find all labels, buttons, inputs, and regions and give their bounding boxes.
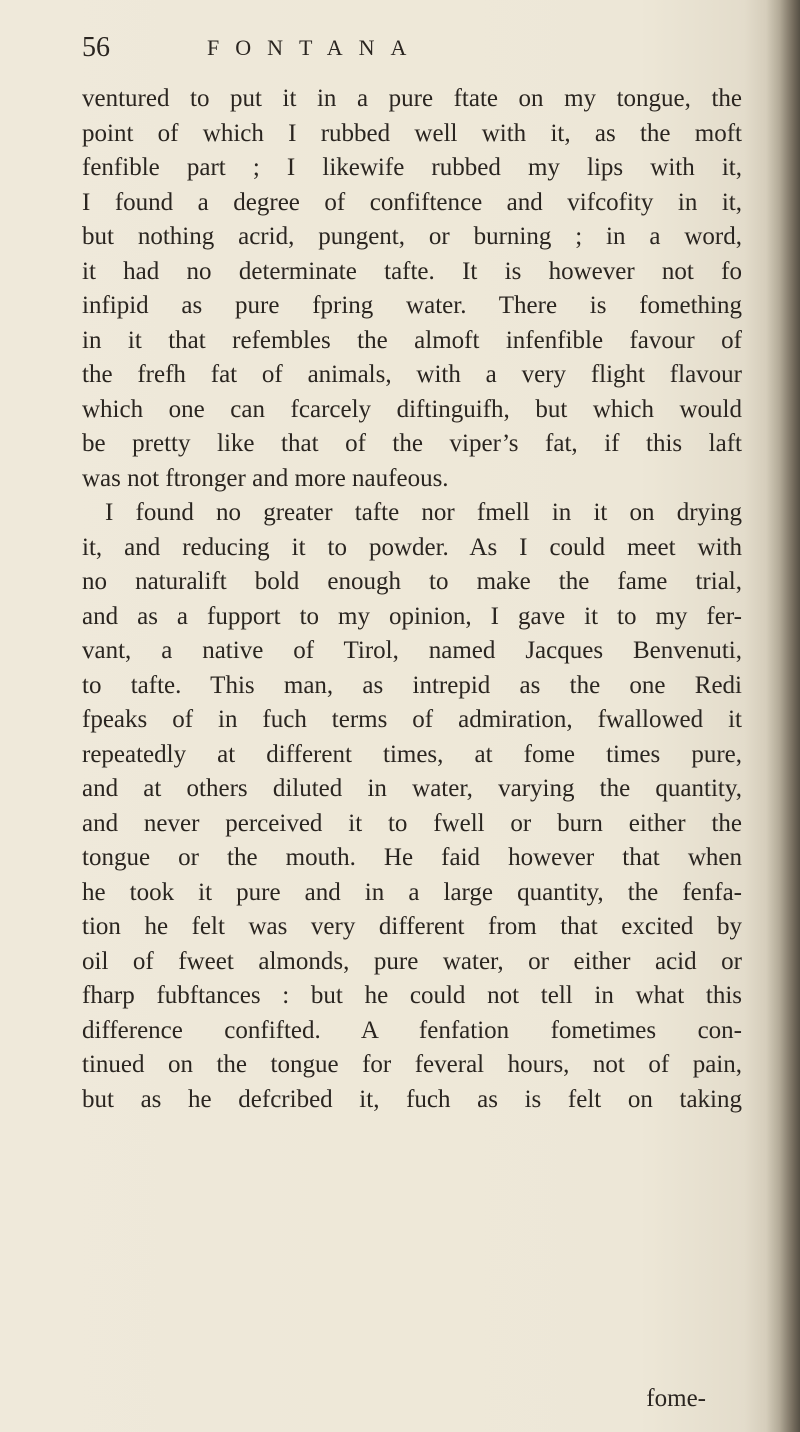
text-line: fpeaks of in fuch terms of admiration, fwallowed it — [82, 706, 742, 733]
text-line: which one can fcarcely diftinguifh, but which would — [82, 395, 742, 423]
text-line: difference confifted. A fenfation fometimes con- — [82, 1016, 742, 1044]
text-line: it had no determinate tafte. It is however not fo — [82, 257, 742, 285]
catchword: fome- — [646, 1385, 706, 1412]
text-line: I found no greater tafte nor fmell in it on drying — [105, 499, 742, 526]
text-line: tion he felt was very different from that excited by — [82, 913, 742, 940]
text-line: to tafte. This man, as intrepid as the one Redi — [82, 671, 742, 699]
text-line: tongue or the mouth. He faid however that when — [82, 844, 742, 871]
text-line: tinued on the tongue for feveral hours, not of pain, — [82, 1051, 742, 1078]
text-line: oil of fweet almonds, pure water, or either acid or — [82, 947, 742, 975]
text-line: no naturalift bold enough to make the fame trial, — [82, 568, 742, 595]
text-line: it, and reducing it to powder. As I could meet with — [82, 533, 742, 561]
text-line: but nothing acrid, pungent, or burning ; in a word, — [82, 223, 742, 250]
text-line: ventured to put it in a pure ftate on my tongue, the — [82, 85, 742, 112]
text-line: he took it pure and in a large quantity, the fenfa- — [82, 878, 742, 906]
text-line: in it that refembles the almoft infenfible favour of — [82, 326, 742, 354]
page-number: 56 — [82, 32, 110, 63]
text-line: fenfible part ; I likewife rubbed my lips with it, — [82, 154, 742, 181]
page-header — [82, 30, 732, 70]
text-line: be pretty like that of the viper’s fat, if this laft — [82, 430, 742, 457]
binding-shadow — [766, 0, 800, 1432]
text-line: fharp fubftances : but he could not tell in what this — [82, 982, 742, 1009]
body-text — [82, 82, 742, 1117]
text-line: repeatedly at different times, at fome times pure, — [82, 740, 742, 768]
text-line: point of which I rubbed well with it, as the moft — [82, 119, 742, 147]
text-line: the frefh fat of animals, with a very flight flavour — [82, 361, 742, 388]
text-line: infipid as pure fpring water. There is fomething — [82, 292, 742, 319]
text-line: and as a fupport to my opinion, I gave it to my fer- — [82, 602, 742, 630]
text-line: I found a degree of confiftence and vifcofity in it, — [82, 188, 742, 216]
text-line: vant, a native of Tirol, named Jacques Benvenuti, — [82, 637, 742, 664]
running-head: FONTANA — [207, 35, 423, 60]
text-line: was not ftronger and more naufeous. — [82, 464, 449, 492]
text-line: and never perceived it to fwell or burn either the — [82, 809, 742, 837]
text-line: but as he defcribed it, fuch as is felt on taking — [82, 1085, 742, 1113]
text-line: and at others diluted in water, varying the quantity, — [82, 775, 742, 802]
